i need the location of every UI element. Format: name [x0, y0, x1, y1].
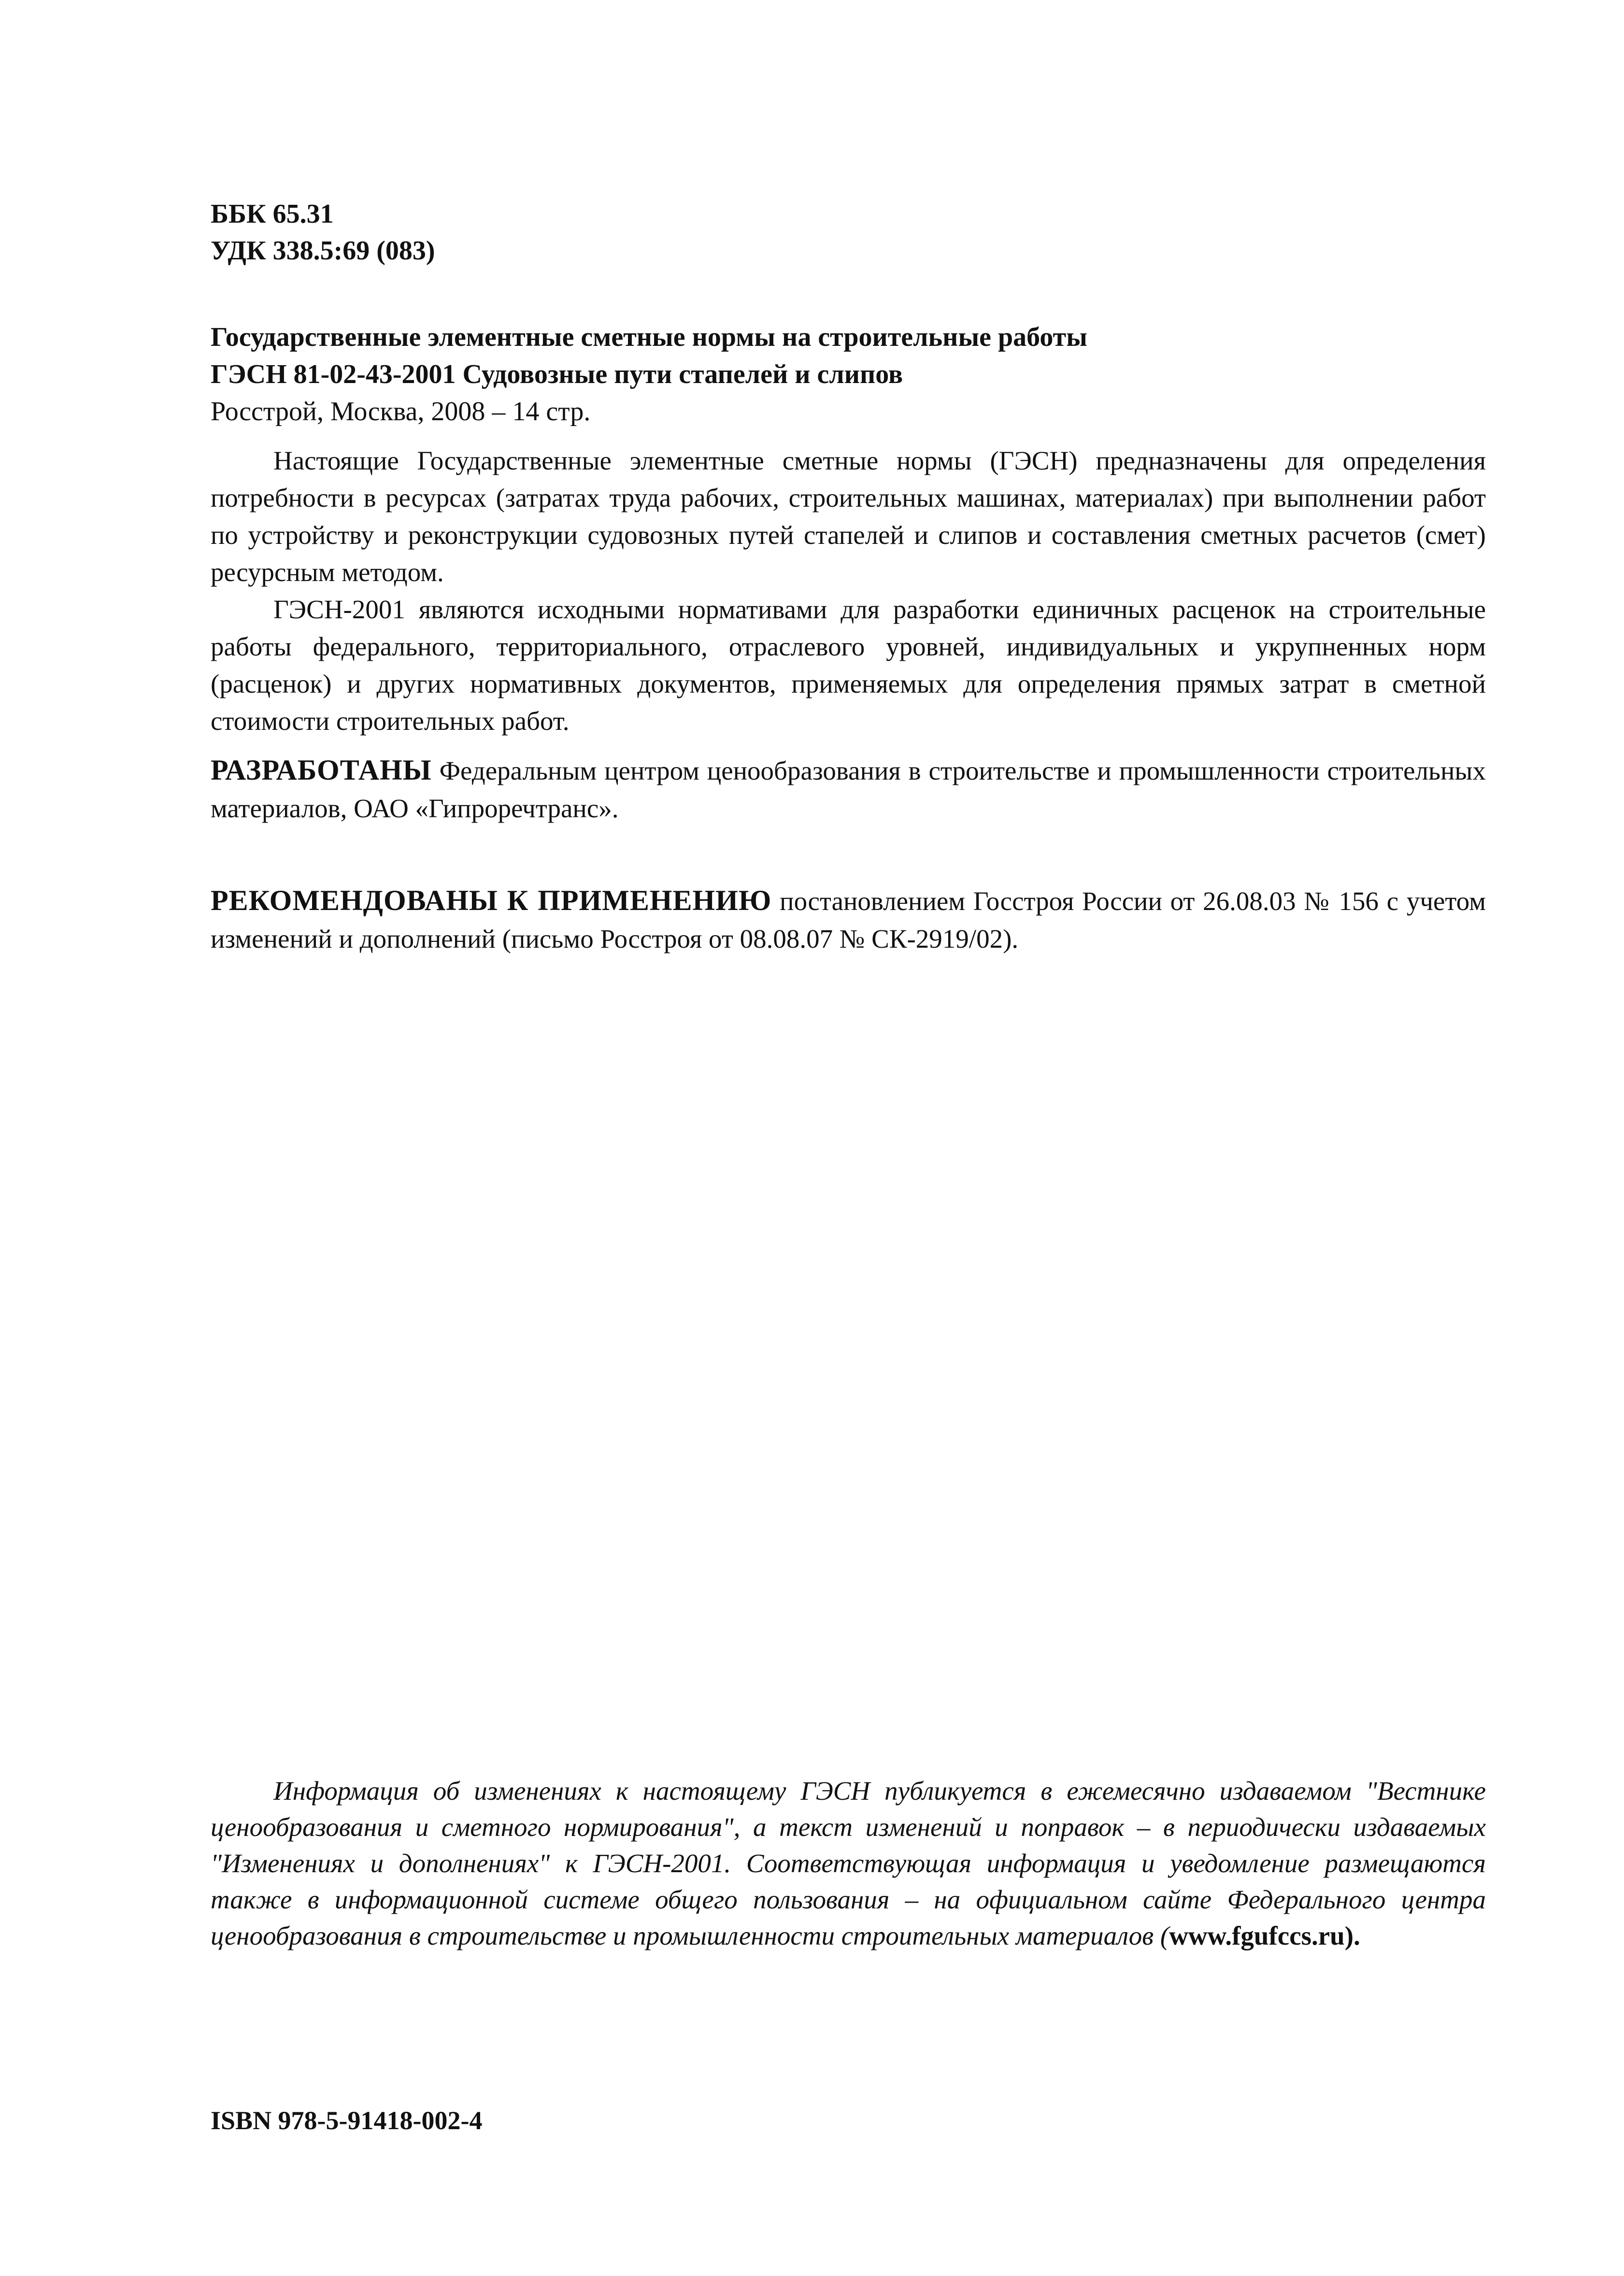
info-text: Информация об изменениях к настоящему ГЭСН публикуется в ежемесячно издаваемом "Вестнике ценообразования и сметного нормирования", а текст изменений и поправок – в периодически издаваемых "Изменениях и дополнениях" к ГЭСН-2001. Соответствующая информация и уведомление размещаются также в информационной системе общего пользования – на официальном сайте Федерального центра ценообразования в строительстве и промышленности строительных материалов ( — [211, 1776, 1486, 1950]
title-line-2: ГЭСН 81-02-43-2001 Судовозные пути стапелей и слипов — [211, 359, 903, 389]
website-link[interactable]: www.fgufccs.ru — [1169, 1921, 1345, 1950]
recommended-lead: РЕКОМЕНДОВАНЫ К ПРИМЕНЕНИЮ — [211, 884, 772, 916]
recommended-text: постановлением Госстроя России от 26.08.03 № 156 с учетом изменений и дополнений (письмо Росстроя от 08.08.07 № СК-2919/02). — [211, 886, 1486, 953]
intro-paragraph-1: Настоящие Государственные элементные сметные нормы (ГЭСН) предназначены для определения потребности в ресурсах (затратах труда рабочих, строительных машинах, материалах) при выполнении работ по устройству и реконструкции судовозных путей стапелей и слипов и составления сметных расчетов (смет) ресурсным методом. — [211, 446, 1486, 587]
intro-paragraph-2: ГЭСН-2001 являются исходными нормативами для разработки единичных расценок на строительные работы федерального, территориального, отраслевого уровней, индивидуальных и укрупненных норм (расценок) и других нормативных документов, применяемых для определения прямых затрат в сметной стоимости строительных работ. — [211, 595, 1486, 736]
recommended-section — [211, 882, 1486, 958]
developed-by-section — [211, 751, 1486, 827]
info-tail: ). — [1344, 1921, 1360, 1950]
publisher-line: Росстрой, Москва, 2008 – 14 стр. — [211, 397, 591, 427]
developed-text: Федеральным центром ценообразования в строительстве и промышленности строительных материалов, ОАО «Гипроречтранс». — [211, 756, 1486, 823]
udk-code: УДК 338.5:69 (083) — [211, 236, 435, 266]
document-title — [211, 319, 1486, 430]
classification-codes — [211, 196, 1486, 269]
intro-section — [211, 442, 1486, 740]
isbn: ISBN 978-5-91418-002-4 — [211, 2106, 483, 2135]
info-notice — [211, 1773, 1486, 1954]
title-line-1: Государственные элементные сметные нормы на строительные работы — [211, 322, 1087, 352]
bbk-code: ББК 65.31 — [211, 199, 334, 229]
developed-lead: РАЗРАБОТАНЫ — [211, 754, 432, 786]
